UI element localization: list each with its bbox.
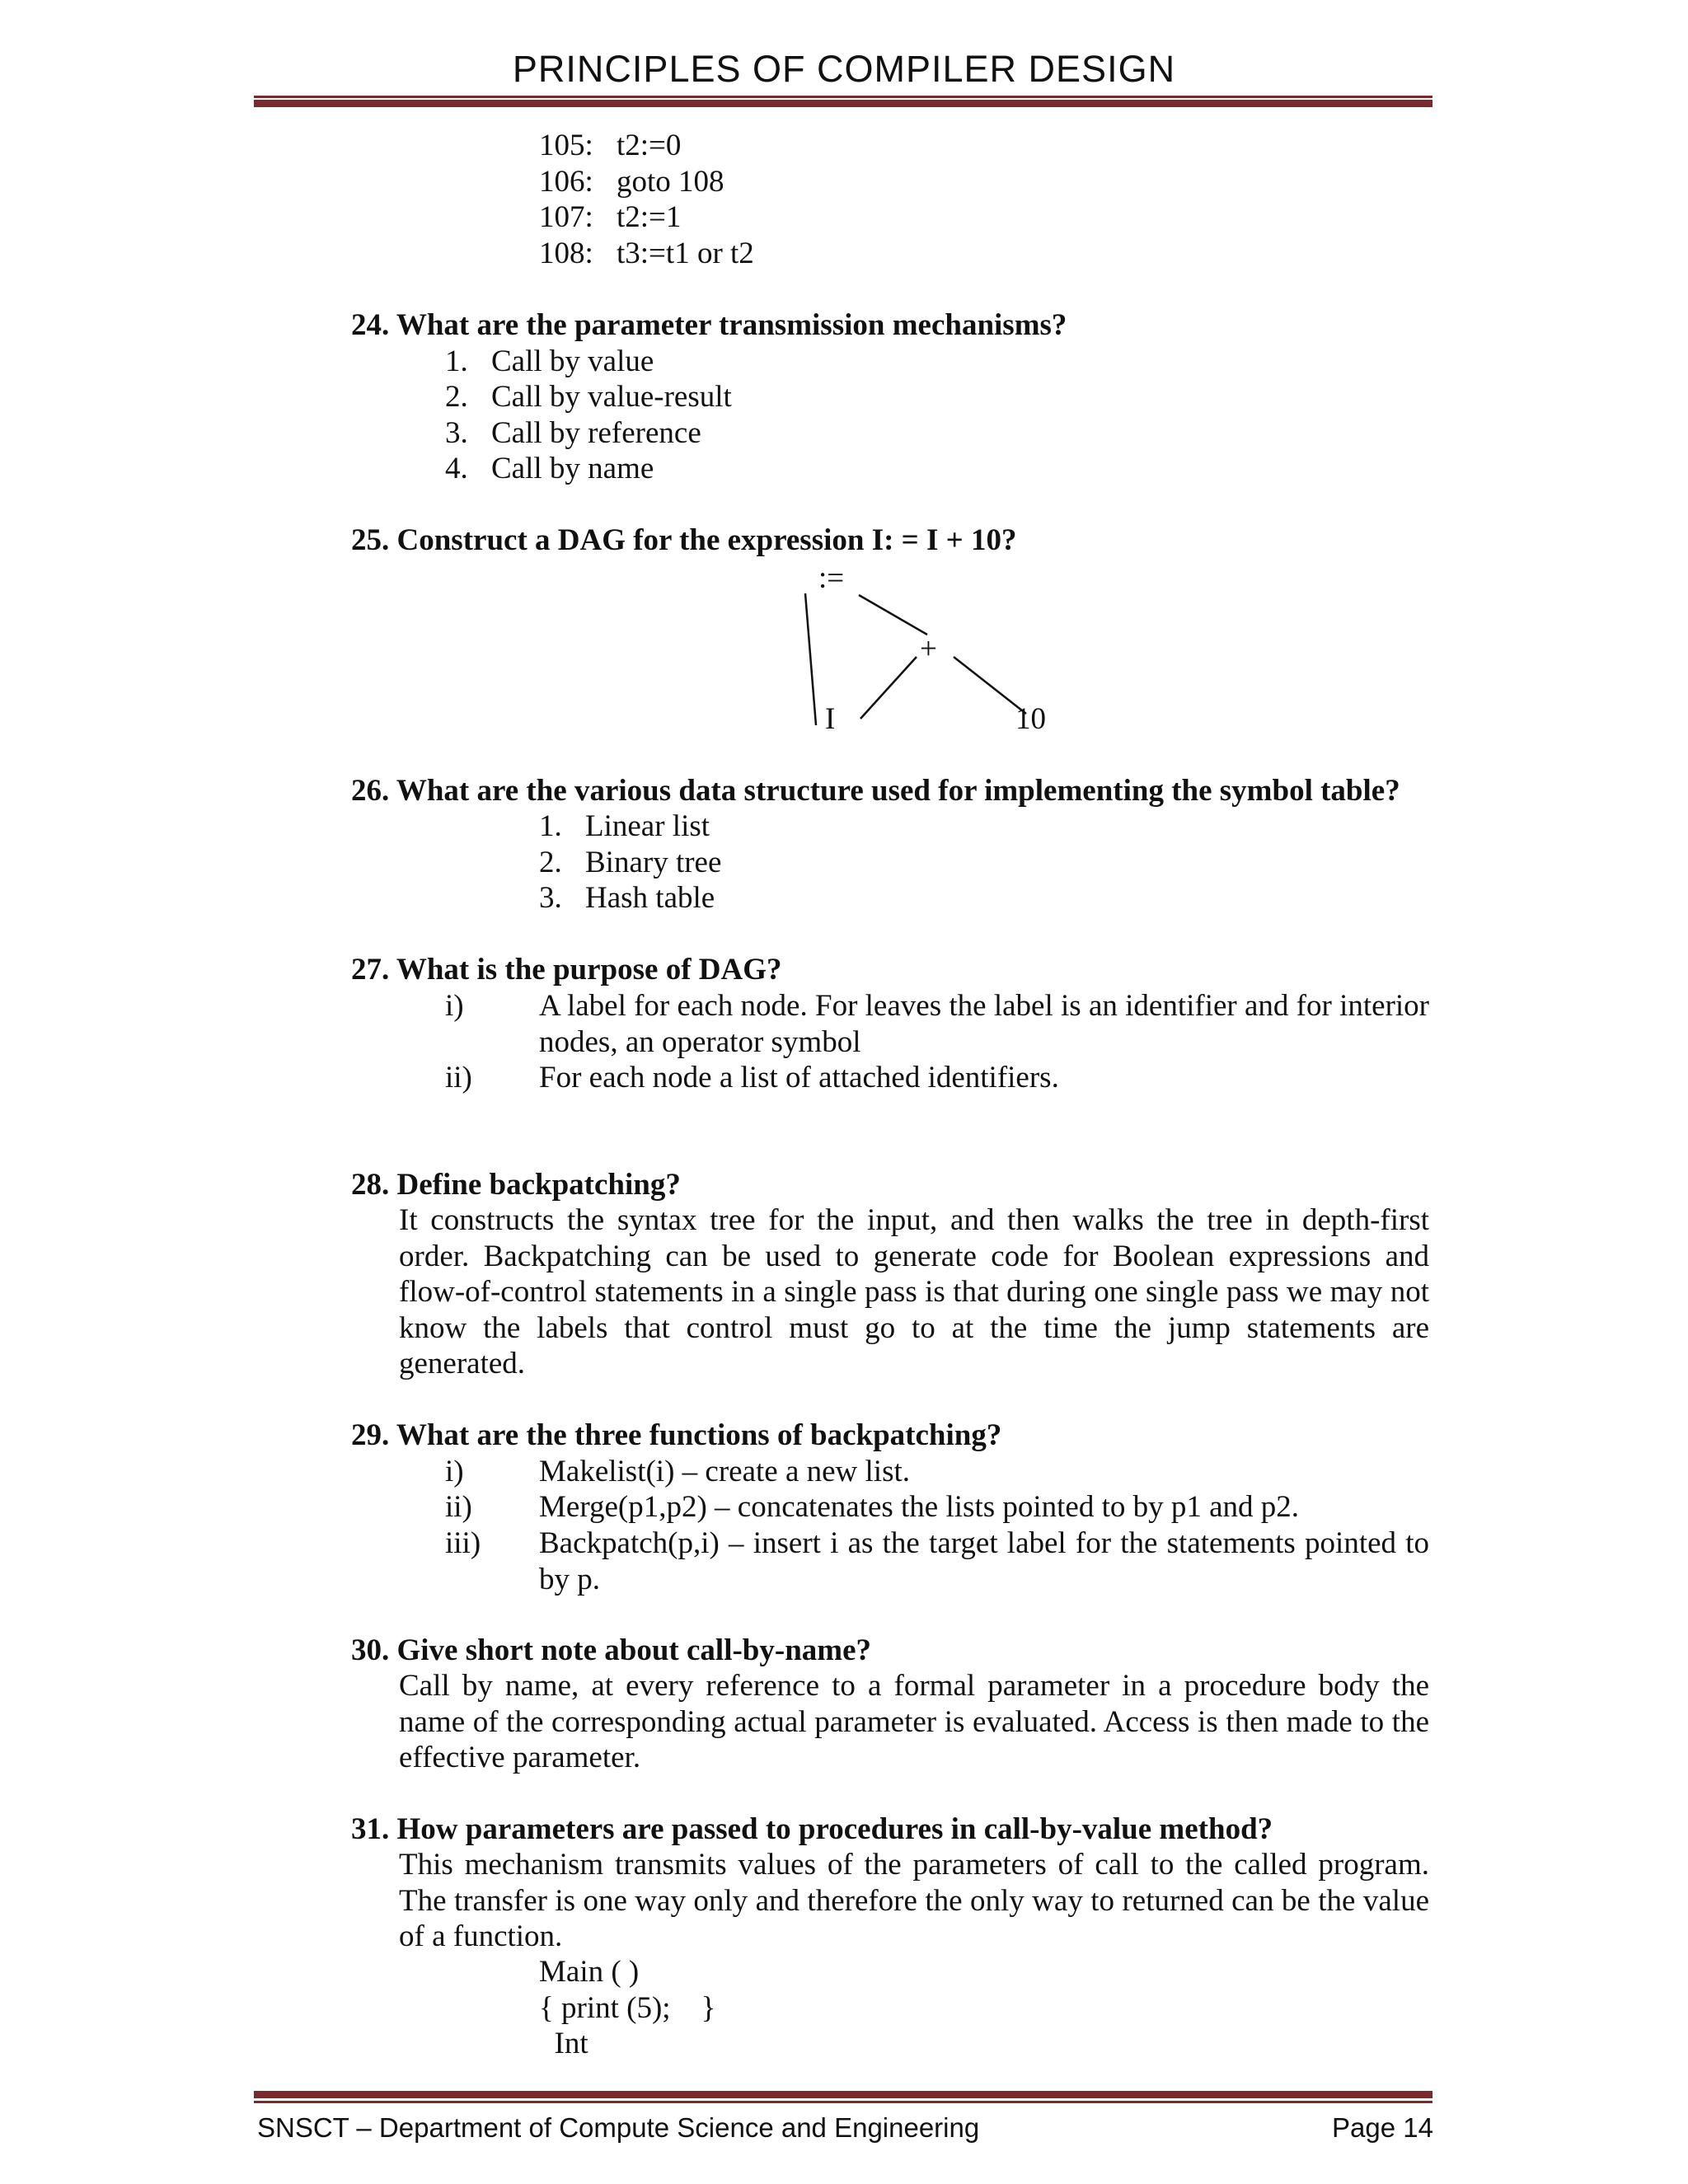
footer-page-number: Page 14 <box>1332 2112 1433 2143</box>
question-29: 29. What are the three functions of backpatching? <box>351 1418 1002 1452</box>
list-item: For each node a list of attached identifiers. <box>539 1061 1059 1094</box>
list-item: Linear list <box>585 809 710 843</box>
answer-30: Call by name, at every reference to a formal parameter in a procedure body the name of the corresponding actual parameter is evaluated. Access is then made to the effective parameter. <box>399 1669 1429 1774</box>
dag-node-plus: + <box>920 632 937 666</box>
dag-node-left: I <box>825 702 836 736</box>
dag-node-right: 10 <box>1015 702 1046 736</box>
question-28: 28. Define backpatching? <box>351 1168 681 1202</box>
list-item: Backpatch(p,i) – insert i as the target label for the statements pointed to by p. <box>539 1526 1429 1596</box>
list-item: Call by reference <box>491 416 701 450</box>
code-label: 106: <box>539 165 593 199</box>
dag-edge-root-left <box>805 593 816 725</box>
answer-28: It constructs the syntax tree for the input, and then walks the tree in depth-first order. Backpatching can be used to generate code for Boolean expressions and flow-of-control statements in a single pass is that during one single pass we may not know the labels that control must go to at the time the jump statements are generated. <box>399 1203 1429 1380</box>
footer-rule-thick <box>254 2091 1432 2098</box>
list-item: A label for each node. For leaves the label is an identifier and for interior nodes, an operator symbol <box>539 989 1429 1059</box>
code-line: Int <box>539 2027 588 2060</box>
list-item: Binary tree <box>585 846 722 879</box>
question-27: 27. What is the purpose of DAG? <box>351 953 782 987</box>
list-number: 1. <box>539 809 562 843</box>
code-label: 107: <box>539 200 593 234</box>
code-label: 108: <box>539 237 593 270</box>
list-number: i) <box>445 1455 464 1488</box>
dag-edge-root-plus <box>859 595 927 635</box>
footer-department: SNSCT – Department of Compute Science and Engineering <box>257 2112 980 2143</box>
page-header-title: PRINCIPLES OF COMPILER DESIGN <box>512 48 1176 90</box>
list-item: Merge(p1,p2) – concatenates the lists pointed to by p1 and p2. <box>539 1490 1300 1524</box>
list-number: 3. <box>445 416 468 450</box>
question-30: 30. Give short note about call-by-name? <box>351 1633 872 1667</box>
code-text: t3:=t1 or t2 <box>617 237 754 270</box>
list-number: i) <box>445 989 464 1023</box>
dag-edge-plus-left <box>860 657 917 719</box>
question-26: 26. What are the various data structure used for implementing the symbol table? <box>351 774 1400 808</box>
list-number: ii) <box>445 1490 472 1524</box>
list-number: iii) <box>445 1526 481 1560</box>
code-text: t2:=0 <box>617 129 682 162</box>
code-text: t2:=1 <box>617 200 682 234</box>
list-number: 4. <box>445 452 468 485</box>
dag-node-root: := <box>818 561 845 595</box>
list-item: Call by value <box>491 344 654 378</box>
footer-rule-thin <box>254 2101 1432 2103</box>
list-number: 2. <box>539 846 562 879</box>
question-25: 25. Construct a DAG for the expression I: = I + 10? <box>351 523 1017 557</box>
code-line: Main ( ) <box>539 1955 640 1989</box>
code-line: { print (5); } <box>539 1991 716 2025</box>
list-number: 2. <box>445 380 468 414</box>
code-text: goto 108 <box>617 165 724 199</box>
list-number: ii) <box>445 1061 472 1094</box>
list-number: 3. <box>539 881 562 915</box>
list-item: Call by name <box>491 452 654 485</box>
answer-31: This mechanism transmits values of the parameters of call to the called program. The transfer is one way only and therefore the only way to returned can be the value of a function. <box>399 1848 1429 1953</box>
question-31: 31. How parameters are passed to procedures in call-by-value method? <box>351 1812 1273 1846</box>
list-item: Makelist(i) – create a new list. <box>539 1455 910 1488</box>
question-24: 24. What are the parameter transmission mechanisms? <box>351 308 1067 342</box>
list-number: 1. <box>445 344 468 378</box>
code-label: 105: <box>539 129 593 162</box>
list-item: Call by value-result <box>491 380 732 414</box>
list-item: Hash table <box>585 881 715 915</box>
